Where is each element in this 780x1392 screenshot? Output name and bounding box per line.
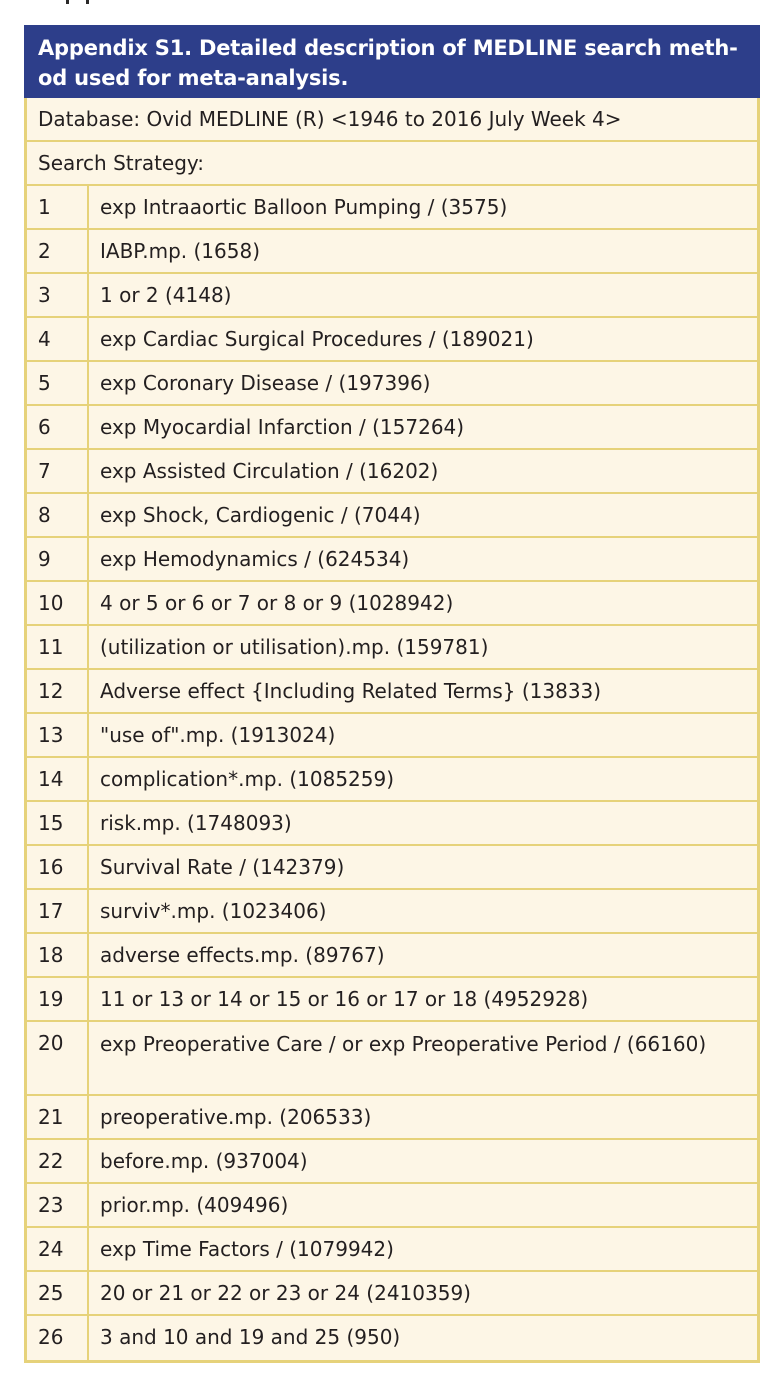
table-row — [27, 1022, 757, 1096]
row-query: 11 or 13 or 14 or 15 or 16 or 17 or 18 (4952928) — [100, 987, 589, 1011]
table-title-line-1: Appendix S1. Detailed description of MEDLINE search meth- — [38, 36, 738, 60]
table-row — [27, 186, 757, 230]
row-query: before.mp. (937004) — [100, 1149, 308, 1173]
row-query: 3 and 10 and 19 and 25 (950) — [100, 1325, 401, 1349]
row-query: complication*.mp. (1085259) — [100, 767, 395, 791]
row-number: 9 — [27, 538, 89, 580]
row-number: 8 — [27, 494, 89, 536]
row-query: 20 or 21 or 22 or 23 or 24 (2410359) — [100, 1281, 471, 1305]
table-row — [27, 758, 757, 802]
table-row — [27, 670, 757, 714]
table-title — [24, 25, 760, 98]
row-number: 23 — [27, 1184, 89, 1226]
table-row — [27, 1228, 757, 1272]
table-row — [27, 1140, 757, 1184]
row-number: 5 — [27, 362, 89, 404]
row-query: exp Assisted Circulation / (16202) — [100, 459, 439, 483]
row-query: Survival Rate / (142379) — [100, 855, 345, 879]
table-row — [27, 1272, 757, 1316]
search-rows — [27, 186, 757, 1360]
row-number: 17 — [27, 890, 89, 932]
table-row — [27, 494, 757, 538]
row-number: 16 — [27, 846, 89, 888]
table-row — [27, 626, 757, 670]
table-title-line-2: od used for meta-analysis. — [38, 66, 349, 90]
row-query: exp Myocardial Infarction / (157264) — [100, 415, 465, 439]
row-query: exp Coronary Disease / (197396) — [100, 371, 431, 395]
row-query: 1 or 2 (4148) — [100, 283, 232, 307]
table-row — [27, 978, 757, 1022]
row-query: risk.mp. (1748093) — [100, 811, 292, 835]
row-query: exp Hemodynamics / (624534) — [100, 547, 410, 571]
row-query: "use of".mp. (1913024) — [100, 723, 336, 747]
appendix-table — [24, 25, 760, 1363]
row-number: 2 — [27, 230, 89, 272]
table-row — [27, 802, 757, 846]
row-number: 22 — [27, 1140, 89, 1182]
search-strategy-label: Search Strategy: — [27, 142, 757, 186]
table-row — [27, 714, 757, 758]
row-number: 21 — [27, 1096, 89, 1138]
table-row — [27, 318, 757, 362]
table-row — [27, 1096, 757, 1140]
row-query: Adverse effect {Including Related Terms} (13833) — [100, 679, 602, 703]
table-row — [27, 230, 757, 274]
table-body — [24, 98, 760, 1363]
row-number: 14 — [27, 758, 89, 800]
row-number: 12 — [27, 670, 89, 712]
row-number: 24 — [27, 1228, 89, 1270]
table-row — [27, 450, 757, 494]
table-row — [27, 846, 757, 890]
table-row — [27, 934, 757, 978]
row-query: IABP.mp. (1658) — [100, 239, 260, 263]
row-query: surviv*.mp. (1023406) — [100, 899, 327, 923]
row-query: exp Intraaortic Balloon Pumping / (3575) — [100, 195, 508, 219]
row-number: 10 — [27, 582, 89, 624]
table-row — [27, 538, 757, 582]
table-row — [27, 582, 757, 626]
row-query: exp Shock, Cardiogenic / (7044) — [100, 503, 421, 527]
row-query: prior.mp. (409496) — [100, 1193, 289, 1217]
row-number: 15 — [27, 802, 89, 844]
row-number: 6 — [27, 406, 89, 448]
table-row — [27, 1316, 757, 1360]
row-number: 4 — [27, 318, 89, 360]
row-query: adverse effects.mp. (89767) — [100, 943, 385, 967]
table-row — [27, 406, 757, 450]
table-row — [27, 362, 757, 406]
row-number: 7 — [27, 450, 89, 492]
cut-off-text-fragment — [66, 0, 96, 4]
row-number: 11 — [27, 626, 89, 668]
row-number: 3 — [27, 274, 89, 316]
row-number: 1 — [27, 186, 89, 228]
row-query: exp Time Factors / (1079942) — [100, 1237, 394, 1261]
row-number: 19 — [27, 978, 89, 1020]
row-number: 20 — [27, 1022, 89, 1094]
row-number: 18 — [27, 934, 89, 976]
row-number: 13 — [27, 714, 89, 756]
row-query: (utilization or utilisation).mp. (159781) — [100, 635, 489, 659]
table-row — [27, 1184, 757, 1228]
row-query: preoperative.mp. (206533) — [100, 1105, 372, 1129]
row-query: exp Preoperative Care / or exp Preoperative Period / (66160) — [100, 1032, 707, 1056]
table-row — [27, 274, 757, 318]
row-query: exp Cardiac Surgical Procedures / (189021) — [100, 327, 534, 351]
row-query: 4 or 5 or 6 or 7 or 8 or 9 (1028942) — [100, 591, 454, 615]
table-row — [27, 890, 757, 934]
row-number: 26 — [27, 1316, 89, 1360]
database-row: Database: Ovid MEDLINE (R) <1946 to 2016 July Week 4> — [27, 98, 757, 142]
row-number: 25 — [27, 1272, 89, 1314]
